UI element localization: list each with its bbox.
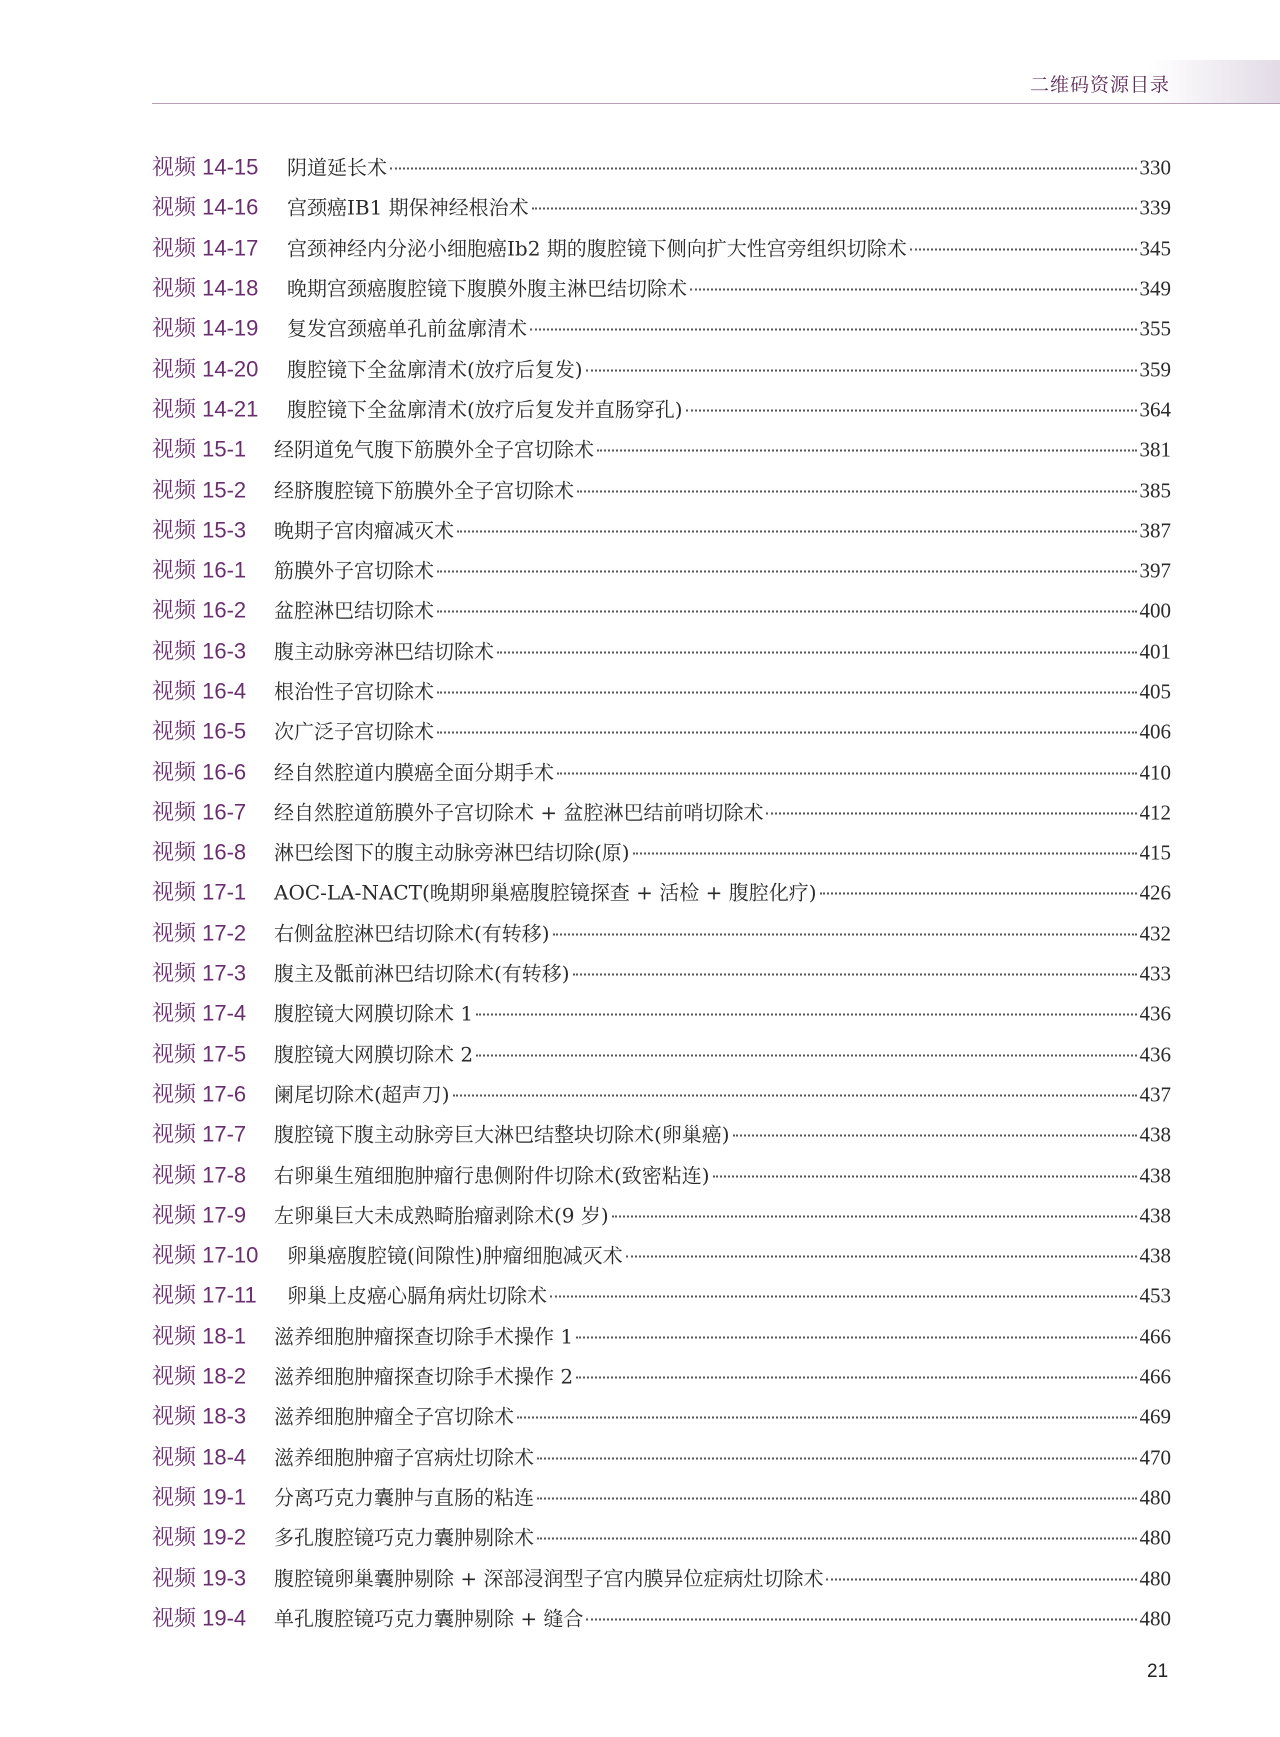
entry-title: 多孔腹腔镜巧克力囊肿剔除术 bbox=[274, 1525, 534, 1550]
dot-leader bbox=[573, 974, 1137, 976]
dot-leader bbox=[553, 933, 1137, 935]
entry-page: 401 bbox=[1139, 639, 1171, 664]
toc-entry[interactable] bbox=[152, 1315, 1171, 1355]
toc-entry[interactable] bbox=[152, 1395, 1171, 1435]
entry-title: 卵巢上皮癌心膈角病灶切除术 bbox=[287, 1283, 547, 1308]
entry-title: 腹腔镜大网膜切除术 1 bbox=[274, 1001, 474, 1026]
dot-leader bbox=[597, 450, 1137, 452]
toc-entry[interactable] bbox=[152, 1556, 1171, 1596]
entry-title: 腹腔镜卵巢囊肿剔除 + 深部浸润型子宫内膜异位症病灶切除术 bbox=[274, 1566, 824, 1591]
entry-title: 分离巧克力囊肿与直肠的粘连 bbox=[274, 1485, 534, 1510]
entry-title: 经脐腹腔镜下筋膜外全子宫切除术 bbox=[274, 478, 574, 503]
dot-leader bbox=[557, 772, 1137, 774]
entry-title: 右侧盆腔淋巴结切除术(有转移) bbox=[274, 921, 550, 946]
entry-page: 432 bbox=[1139, 921, 1171, 946]
video-label: 视频 19-4 bbox=[152, 1605, 247, 1631]
entry-title: 腹腔镜下腹主动脉旁巨大淋巴结整块切除术(卵巢癌) bbox=[274, 1122, 730, 1147]
toc-entry[interactable] bbox=[152, 1516, 1171, 1556]
dot-leader bbox=[576, 1336, 1136, 1338]
toc-entry[interactable] bbox=[152, 992, 1171, 1032]
entry-page: 405 bbox=[1139, 679, 1171, 704]
toc-entry[interactable] bbox=[152, 227, 1171, 267]
dot-leader bbox=[820, 893, 1137, 895]
dot-leader bbox=[437, 692, 1137, 694]
entry-page: 406 bbox=[1139, 719, 1171, 744]
entry-page: 438 bbox=[1139, 1203, 1171, 1228]
video-label: 视频 16-5 bbox=[152, 718, 247, 744]
entry-title: 滋养细胞肿瘤子宫病灶切除术 bbox=[274, 1445, 534, 1470]
video-label: 视频 14-20 bbox=[152, 356, 259, 382]
dot-leader bbox=[437, 611, 1137, 613]
toc-entry[interactable] bbox=[152, 630, 1171, 670]
entry-title: 宫颈癌ⅠB1 期保神经根治术 bbox=[287, 195, 529, 220]
entry-page: 355 bbox=[1139, 316, 1171, 341]
toc-entry[interactable] bbox=[152, 1274, 1171, 1314]
entry-title: 腹主动脉旁淋巴结切除术 bbox=[274, 639, 494, 664]
entry-page: 330 bbox=[1139, 155, 1171, 180]
toc-entry[interactable] bbox=[152, 1113, 1171, 1153]
entry-title: 卵巢癌腹腔镜(间隙性)肿瘤细胞减灭术 bbox=[287, 1243, 623, 1268]
entry-page: 466 bbox=[1139, 1364, 1171, 1389]
entry-title: 阑尾切除术(超声刀) bbox=[274, 1082, 450, 1107]
video-label: 视频 18-1 bbox=[152, 1323, 247, 1349]
video-label: 视频 17-9 bbox=[152, 1202, 247, 1228]
dot-leader bbox=[626, 1256, 1137, 1258]
toc-entry[interactable] bbox=[152, 1194, 1171, 1234]
toc-entry[interactable] bbox=[152, 871, 1171, 911]
entry-page: 466 bbox=[1139, 1324, 1171, 1349]
video-label: 视频 16-6 bbox=[152, 759, 247, 785]
video-label: 视频 19-1 bbox=[152, 1484, 247, 1510]
entry-title: 筋膜外子宫切除术 bbox=[274, 558, 434, 583]
video-label: 视频 18-4 bbox=[152, 1444, 247, 1470]
video-label: 视频 18-2 bbox=[152, 1363, 247, 1389]
dot-leader bbox=[537, 1497, 1137, 1499]
video-label: 视频 17-7 bbox=[152, 1121, 247, 1147]
dot-leader bbox=[453, 1094, 1137, 1096]
dot-leader bbox=[550, 1296, 1137, 1298]
entry-title: 左卵巢巨大未成熟畸胎瘤剥除术(9 岁) bbox=[274, 1203, 609, 1228]
entry-title: 腹腔镜下全盆廓清术(放疗后复发并直肠穿孔) bbox=[287, 397, 683, 422]
toc-entry[interactable] bbox=[152, 670, 1171, 710]
entry-page: 469 bbox=[1139, 1404, 1171, 1429]
entry-page: 345 bbox=[1139, 236, 1171, 261]
video-label: 视频 16-1 bbox=[152, 557, 247, 583]
dot-leader bbox=[530, 329, 1137, 331]
dot-leader bbox=[690, 289, 1137, 291]
video-label: 视频 17-11 bbox=[152, 1282, 257, 1308]
entry-page: 381 bbox=[1139, 437, 1171, 462]
dot-leader bbox=[910, 248, 1137, 250]
page-number: 21 bbox=[1147, 1661, 1169, 1682]
video-label: 视频 14-15 bbox=[152, 154, 259, 180]
toc-entry[interactable] bbox=[152, 750, 1171, 790]
entry-page: 359 bbox=[1139, 357, 1171, 382]
toc-entry[interactable] bbox=[152, 1153, 1171, 1193]
entry-title: 经阴道免气腹下筋膜外全子宫切除术 bbox=[274, 437, 594, 462]
entry-title: 腹腔镜大网膜切除术 2 bbox=[274, 1042, 474, 1067]
entry-page: 438 bbox=[1139, 1122, 1171, 1147]
entry-title: 宫颈神经内分泌小细胞癌Ⅰb2 期的腹腔镜下侧向扩大性宫旁组织切除术 bbox=[287, 236, 907, 261]
video-label: 视频 16-2 bbox=[152, 597, 247, 623]
entry-title: 腹腔镜下全盆廓清术(放疗后复发) bbox=[287, 357, 583, 382]
dot-leader bbox=[537, 1538, 1137, 1540]
entry-page: 410 bbox=[1139, 760, 1171, 785]
entry-page: 400 bbox=[1139, 598, 1171, 623]
video-label: 视频 14-17 bbox=[152, 235, 259, 261]
entry-title: 滋养细胞肿瘤探查切除手术操作 1 bbox=[274, 1324, 574, 1349]
toc-entry[interactable] bbox=[152, 1355, 1171, 1395]
video-label: 视频 19-3 bbox=[152, 1565, 247, 1591]
toc-entry[interactable] bbox=[152, 1033, 1171, 1073]
entry-page: 480 bbox=[1139, 1525, 1171, 1550]
video-label: 视频 18-3 bbox=[152, 1403, 247, 1429]
dot-leader bbox=[733, 1135, 1137, 1137]
toc-entry[interactable] bbox=[152, 186, 1171, 226]
toc-entry[interactable] bbox=[152, 791, 1171, 831]
entry-title: AOC-LA-NACT(晚期卵巢癌腹腔镜探查 + 活检 + 腹腔化疗) bbox=[274, 880, 817, 905]
dot-leader bbox=[577, 490, 1137, 492]
dot-leader bbox=[390, 168, 1137, 170]
toc-entry[interactable] bbox=[152, 146, 1171, 186]
entry-page: 480 bbox=[1139, 1566, 1171, 1591]
entry-title: 单孔腹腔镜巧克力囊肿剔除 + 缝合 bbox=[274, 1606, 584, 1631]
toc-entry[interactable] bbox=[152, 1234, 1171, 1274]
entry-page: 412 bbox=[1139, 800, 1171, 825]
entry-page: 433 bbox=[1139, 961, 1171, 986]
entry-page: 438 bbox=[1139, 1243, 1171, 1268]
entry-page: 387 bbox=[1139, 518, 1171, 543]
entry-title: 经自然腔道筋膜外子宫切除术 + 盆腔淋巴结前哨切除术 bbox=[274, 800, 764, 825]
dot-leader bbox=[686, 409, 1137, 411]
entry-title: 淋巴绘图下的腹主动脉旁淋巴结切除(原) bbox=[274, 840, 630, 865]
dot-leader bbox=[517, 1417, 1137, 1419]
entry-page: 480 bbox=[1139, 1606, 1171, 1631]
video-label: 视频 15-2 bbox=[152, 477, 247, 503]
video-label: 视频 14-21 bbox=[152, 396, 259, 422]
dot-leader bbox=[476, 1054, 1136, 1056]
toc-entry[interactable] bbox=[152, 509, 1171, 549]
toc-entry[interactable] bbox=[152, 952, 1171, 992]
entry-page: 438 bbox=[1139, 1163, 1171, 1188]
entry-title: 晚期宫颈癌腹腔镜下腹膜外腹主淋巴结切除术 bbox=[287, 276, 687, 301]
toc-entry[interactable] bbox=[152, 1436, 1171, 1476]
entry-page: 364 bbox=[1139, 397, 1171, 422]
dot-leader bbox=[612, 1215, 1137, 1217]
video-label: 视频 17-8 bbox=[152, 1162, 247, 1188]
dot-leader bbox=[586, 1618, 1136, 1620]
video-label: 视频 17-10 bbox=[152, 1242, 259, 1268]
toc-list bbox=[152, 146, 1171, 1637]
toc-entry[interactable] bbox=[152, 388, 1171, 428]
entry-page: 349 bbox=[1139, 276, 1171, 301]
toc-entry[interactable] bbox=[152, 468, 1171, 508]
video-label: 视频 14-18 bbox=[152, 275, 259, 301]
entry-title: 根治性子宫切除术 bbox=[274, 679, 434, 704]
toc-entry[interactable] bbox=[152, 1597, 1171, 1637]
toc-entry[interactable] bbox=[152, 1476, 1171, 1516]
video-label: 视频 17-3 bbox=[152, 960, 247, 986]
video-label: 视频 16-7 bbox=[152, 799, 247, 825]
dot-leader bbox=[497, 651, 1137, 653]
entry-title: 次广泛子宫切除术 bbox=[274, 719, 434, 744]
entry-page: 426 bbox=[1139, 880, 1171, 905]
entry-title: 经自然腔道内膜癌全面分期手术 bbox=[274, 760, 554, 785]
dot-leader bbox=[766, 812, 1136, 814]
entry-title: 阴道延长术 bbox=[287, 155, 387, 180]
header-divider bbox=[152, 103, 1280, 104]
video-label: 视频 15-1 bbox=[152, 436, 247, 462]
entry-page: 453 bbox=[1139, 1283, 1171, 1308]
dot-leader bbox=[457, 530, 1137, 532]
entry-page: 436 bbox=[1139, 1001, 1171, 1026]
video-label: 视频 17-4 bbox=[152, 1000, 247, 1026]
video-label: 视频 17-6 bbox=[152, 1081, 247, 1107]
video-label: 视频 17-1 bbox=[152, 879, 247, 905]
dot-leader bbox=[437, 571, 1137, 573]
toc-entry[interactable] bbox=[152, 710, 1171, 750]
video-label: 视频 17-5 bbox=[152, 1041, 247, 1067]
entry-title: 腹主及骶前淋巴结切除术(有转移) bbox=[274, 961, 570, 986]
toc-entry[interactable] bbox=[152, 347, 1171, 387]
entry-title: 复发宫颈癌单孔前盆廓清术 bbox=[287, 316, 527, 341]
toc-entry[interactable] bbox=[152, 589, 1171, 629]
toc-entry[interactable] bbox=[152, 428, 1171, 468]
running-header-title: 二维码资源目录 bbox=[1029, 74, 1170, 96]
entry-title: 滋养细胞肿瘤全子宫切除术 bbox=[274, 1404, 514, 1429]
video-label: 视频 16-8 bbox=[152, 839, 247, 865]
toc-entry[interactable] bbox=[152, 267, 1171, 307]
entry-title: 滋养细胞肿瘤探查切除手术操作 2 bbox=[274, 1364, 574, 1389]
dot-leader bbox=[586, 369, 1137, 371]
entry-page: 480 bbox=[1139, 1485, 1171, 1510]
toc-entry[interactable] bbox=[152, 307, 1171, 347]
entry-title: 右卵巢生殖细胞肿瘤行患侧附件切除术(致密粘连) bbox=[274, 1163, 710, 1188]
entry-page: 437 bbox=[1139, 1082, 1171, 1107]
entry-page: 415 bbox=[1139, 840, 1171, 865]
video-label: 视频 19-2 bbox=[152, 1524, 247, 1550]
video-label: 视频 14-16 bbox=[152, 194, 259, 220]
dot-leader bbox=[576, 1377, 1136, 1379]
toc-entry[interactable] bbox=[152, 549, 1171, 589]
dot-leader bbox=[476, 1014, 1136, 1016]
dot-leader bbox=[537, 1457, 1137, 1459]
dot-leader bbox=[713, 1175, 1137, 1177]
entry-title: 晚期子宫肉瘤减灭术 bbox=[274, 518, 454, 543]
entry-page: 397 bbox=[1139, 558, 1171, 583]
dot-leader bbox=[633, 853, 1137, 855]
entry-page: 470 bbox=[1139, 1445, 1171, 1470]
entry-title: 盆腔淋巴结切除术 bbox=[274, 598, 434, 623]
video-label: 视频 14-19 bbox=[152, 315, 259, 341]
video-label: 视频 17-2 bbox=[152, 920, 247, 946]
toc-entry[interactable] bbox=[152, 912, 1171, 952]
dot-leader bbox=[826, 1578, 1136, 1580]
dot-leader bbox=[532, 208, 1137, 210]
toc-entry[interactable] bbox=[152, 1073, 1171, 1113]
entry-page: 339 bbox=[1139, 195, 1171, 220]
toc-entry[interactable] bbox=[152, 831, 1171, 871]
dot-leader bbox=[437, 732, 1137, 734]
entry-page: 385 bbox=[1139, 478, 1171, 503]
video-label: 视频 15-3 bbox=[152, 517, 247, 543]
video-label: 视频 16-4 bbox=[152, 678, 247, 704]
entry-page: 436 bbox=[1139, 1042, 1171, 1067]
video-label: 视频 16-3 bbox=[152, 638, 247, 664]
